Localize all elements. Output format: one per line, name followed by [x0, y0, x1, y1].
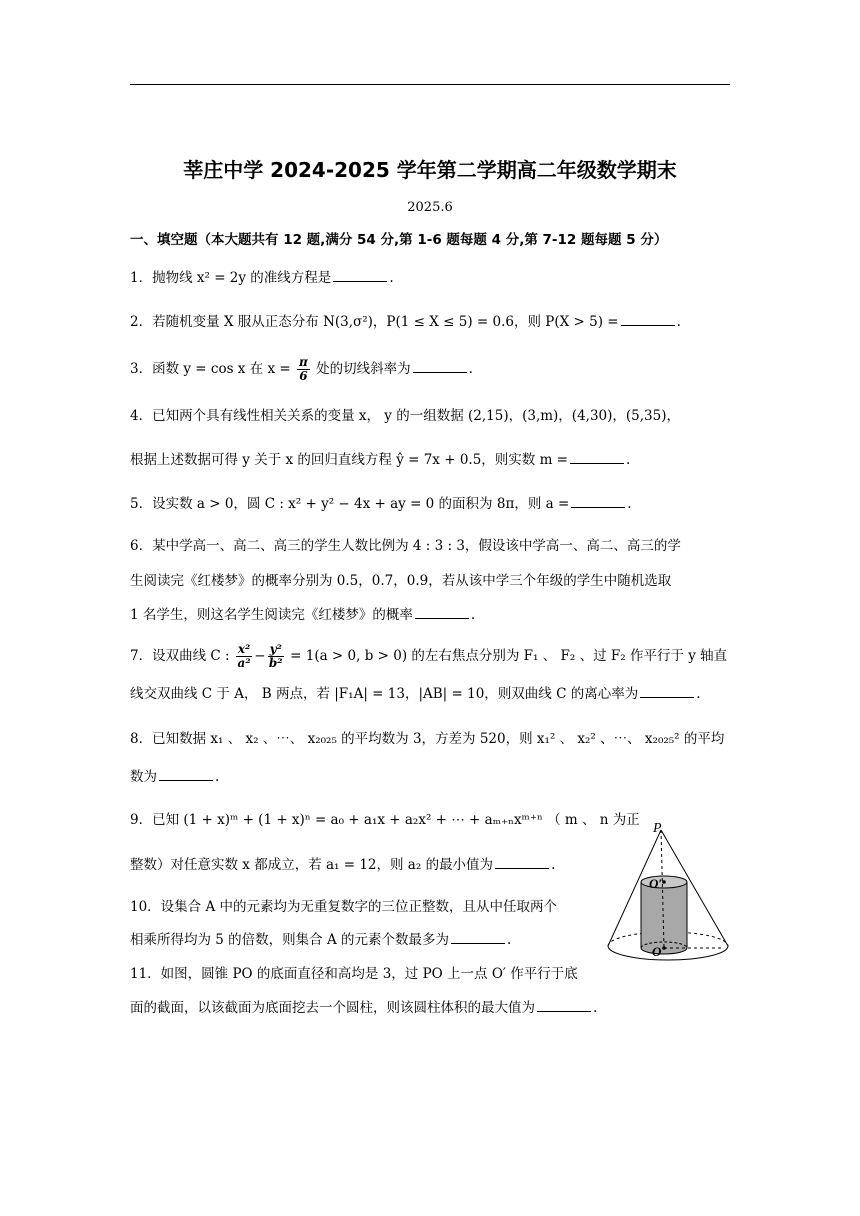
period: . — [507, 932, 512, 948]
fraction-pi-over-6: $\frac{\pi}{6}$ — [299, 355, 308, 383]
point-o — [662, 946, 666, 950]
question-9-text: 整数）对任意实数 x 都成立，若 a₁ = 12，则 a₂ 的最小值为 — [130, 857, 494, 873]
question-2-text: 2．若随机变量 X 服从正态分布 N(3,σ²)，P(1 ≤ X ≤ 5) = 0.6，则 P(X > 5) = — [130, 314, 619, 330]
cone-cylinder-figure — [603, 818, 733, 964]
question-4-line-1: 4．已知两个具有线性相关关系的变量 x， y 的一组数据 (2,15)，(3,m)，(4,30)，(5,35)， — [130, 408, 680, 424]
answer-blank — [333, 269, 387, 282]
period: . — [593, 1000, 598, 1016]
label-o: O — [652, 944, 662, 959]
answer-blank — [537, 999, 591, 1012]
exam-title: 莘庄中学 2024-2025 学年第二学期高二年级数学期末 — [183, 158, 677, 182]
question-5-text: 5．设实数 a > 0，圆 C : x² + y² − 4x + ay = 0 的面积为 8π，则 a = — [130, 496, 570, 512]
answer-blank — [571, 495, 625, 508]
fraction-y2-b2: $\frac{\text{y²}}{\text{b²}}$ — [268, 642, 283, 670]
period: . — [625, 452, 631, 468]
question-10-line-2 — [130, 930, 511, 950]
question-8-line-2 — [130, 767, 219, 787]
question-10-text: 相乘所得均为 5 的倍数，则集合 A 的元素个数最多为 — [130, 932, 450, 948]
question-10-line-1: 10．设集合 A 中的元素均为无重复数字的三位正整数，且从中任取两个 — [130, 899, 558, 915]
answer-blank — [415, 606, 469, 619]
question-11-line-2 — [130, 998, 597, 1018]
question-9-line-1: 9．已知 (1 + x)ᵐ + (1 + x)ⁿ = a₀ + a₁x + a₂x² + ⋯ + aₘ₊ₙxᵐ⁺ⁿ （ m 、 n 为正 — [130, 812, 640, 828]
answer-blank — [495, 856, 549, 869]
question-8-text: 数为 — [130, 769, 157, 785]
question-9-line-2 — [130, 855, 555, 875]
answer-blank — [413, 360, 467, 373]
question-3 — [130, 356, 473, 383]
answer-blank — [451, 931, 505, 944]
answer-blank — [159, 768, 213, 781]
exam-date: 2025.6 — [407, 200, 453, 215]
point-o-prime — [662, 880, 666, 884]
answer-blank — [621, 313, 675, 326]
period: . — [676, 314, 681, 330]
period: . — [389, 270, 394, 286]
period: . — [551, 857, 556, 873]
label-o-prime: O′ — [649, 876, 663, 891]
answer-blank — [640, 685, 694, 698]
question-1 — [130, 268, 394, 288]
label-p: P — [653, 821, 662, 836]
period: . — [696, 686, 701, 702]
answer-blank — [570, 451, 624, 464]
question-7-text-post: = 1(a > 0, b > 0) 的左右焦点分别为 F₁ 、 F₂ 、过 F₂ 作平行于 y 轴直 — [290, 648, 728, 664]
question-4-line-2 — [130, 450, 630, 470]
question-7-line-2 — [130, 684, 701, 704]
fraction-x2-a2: $\frac{\text{x²}}{\text{a²}}$ — [237, 642, 251, 670]
period: . — [215, 769, 220, 785]
period: . — [627, 496, 632, 512]
question-11-text: 面的截面，以该截面为底面挖去一个圆柱，则该圆柱体积的最大值为 — [130, 1000, 535, 1016]
question-8-line-1: 8．已知数据 x₁ 、 x₂ 、⋯、 x₂₀₂₅ 的平均数为 3，方差为 520，则 x₁² 、 x₂² 、⋯、 x₂₀₂₅² 的平均 — [130, 731, 725, 747]
question-6-line-1: 6．某中学高一、高二、高三的学生人数比例为 4 : 3 : 3，假设该中学高一、高二、高三的学 — [130, 538, 681, 554]
question-5 — [130, 494, 632, 514]
question-3-text-b: 处的切线斜率为 — [316, 361, 411, 377]
period: . — [470, 607, 476, 623]
question-7-line-1: 7．设双曲线 C : $\frac{\text{x²}}{\text{a²}}$ − $\frac{\text{y²}}{\text{b²}}$ = 1(a > 0, b > 0) 的左右焦点分别为 F₁ 、 F₂ 、过 F₂ 作平行于 y 轴直 — [130, 642, 728, 670]
question-2 — [130, 312, 681, 332]
question-6-line-2: 生阅读完《红楼梦》的概率分别为 0.5，0.7，0.9，若从该中学三个年级的学生中随机选取 — [130, 573, 672, 589]
header-rule — [130, 84, 730, 85]
question-7-text-pre: 7．设双曲线 C : — [130, 648, 230, 664]
question-6-text: 1 名学生，则这名学生阅读完《红楼梦》的概率 — [130, 607, 413, 623]
question-7-text: 线交双曲线 C 于 A， B 两点，若 |F₁A| = 13，|AB| = 10，则双曲线 C 的离心率为 — [130, 686, 639, 702]
period: . — [468, 361, 473, 377]
question-1-text: 1．抛物线 x² = 2y 的准线方程是 — [130, 270, 332, 286]
question-4-text: 根据上述数据可得 y 关于 x 的回归直线方程 ŷ = 7x + 0.5，则实数 m = — [130, 452, 568, 468]
question-6-line-3 — [130, 605, 475, 625]
question-11-line-1: 11．如图，圆锥 PO 的底面直径和高均是 3，过 PO 上一点 O′ 作平行于底 — [130, 966, 578, 982]
section-heading: 一、填空题（本大题共有 12 题,满分 54 分,第 1-6 题每题 4 分,第 7-12 题每题 5 分） — [130, 232, 668, 248]
question-3-text-a: 3．函数 y = cos x 在 x = — [130, 361, 291, 377]
